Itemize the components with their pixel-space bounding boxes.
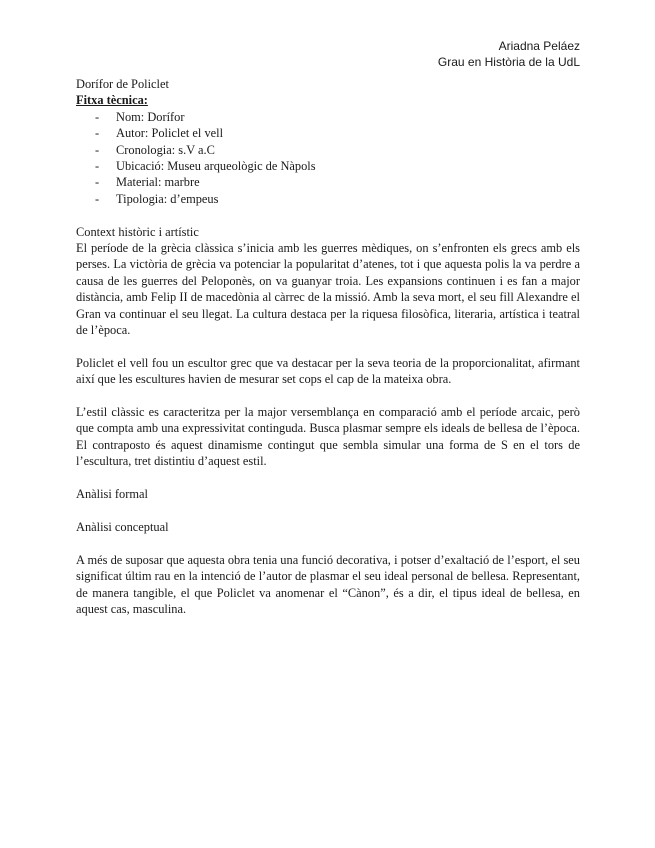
policlet-paragraph: Policlet el vell fou un escultor grec que va destacar per la seva teoria de la proporcionalitat, afirmant així que les escultures havien de mesurar set cops el cap de la mateixa obra. [76, 355, 580, 387]
bullet-dash: - [95, 109, 100, 124]
fitxa-item [76, 142, 580, 158]
fitxa-item-text: Nom: Dorífor [116, 109, 185, 124]
bullet-dash: - [95, 175, 100, 190]
fitxa-item [76, 109, 580, 125]
document-body [76, 76, 580, 617]
document-title: Dorífor de Policlet [76, 77, 169, 91]
context-paragraph: El període de la grècia clàssica s’inicia amb les guerres mèdiques, on s’enfronten els grecs amb els perses. La victòria de grècia va potenciar la popularitat d’atenes, tot i que aquesta polis la va perdre a causa de les guerres del Peloponès, on va guanyar troia. Les expansions continuen i es fan a major distància, amb Felip II de macedònia al càrrec de la missió. Amb la seva mort, el seu fill Alexandre el Gran va continuar el seu llegat. La cultura destaca per la riquesa filosòfica, literaria, artística i teatral de l’època. [76, 241, 580, 338]
bullet-dash: - [95, 126, 100, 141]
bullet-dash: - [95, 159, 100, 174]
fitxa-item-text: Ubicació: Museu arqueològic de Nàpols [116, 159, 316, 174]
fitxa-item [76, 174, 580, 190]
bullet-dash: - [95, 191, 100, 206]
conceptual-paragraph: A més de suposar que aquesta obra tenia una funció decorativa, i potser d’exaltació de l’esport, el seu significat últim rau en la intenció de l’autor de plasmar el seu ideal personal de bellesa. Representant, de manera tangible, el que Policlet va anomenar el “Cànon”, és a dir, el tipus ideal de bellesa, en aquest cas, masculina. [76, 552, 580, 616]
fitxa-item-text: Material: marbre [116, 175, 200, 190]
fitxa-item [76, 191, 580, 207]
style-paragraph: L’estil clàssic es caracteritza per la major versemblança en comparació amb el període arcaic, però que compta amb una expressivitat continguda. Busca plasmar sempre els ideals de bellesa de l’època. El contraposto és aquest dinamisme contingut que sembla simular una forma de S en el tors de l’escultura, tret distintiu d’aquest estil. [76, 405, 580, 469]
bullet-dash: - [95, 142, 100, 157]
degree-name: Grau en Història de la UdL [437, 55, 580, 69]
fitxa-list [76, 109, 580, 207]
fitxa-item-text: Cronologia: s.V a.C [116, 142, 215, 157]
page-header [438, 38, 580, 70]
context-heading: Context històric i artístic [76, 224, 199, 239]
formal-analysis-heading: Anàlisi formal [76, 487, 148, 502]
conceptual-analysis-heading: Anàlisi conceptual [76, 519, 169, 534]
fitxa-item-text: Tipologia: d’empeus [116, 191, 219, 206]
fitxa-heading: Fitxa tècnica: [76, 93, 148, 108]
fitxa-item-text: Autor: Policlet el vell [116, 126, 224, 141]
author-name: Ariadna Peláez [498, 39, 580, 53]
fitxa-item [76, 125, 580, 141]
fitxa-item [76, 158, 580, 174]
